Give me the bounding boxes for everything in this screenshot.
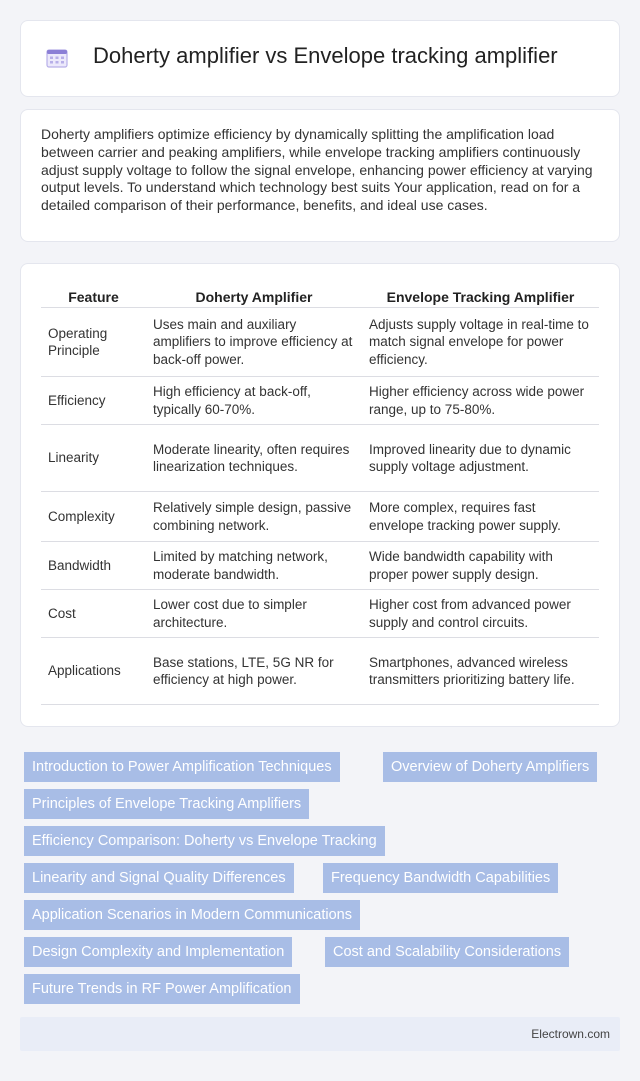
- table-body: [41, 308, 599, 705]
- topic-tag-link[interactable]: Frequency Bandwidth Capabilities: [323, 863, 558, 893]
- cell-envelope-tracking: Adjusts supply voltage in real-time to match signal envelope for power efficiency.: [362, 308, 599, 377]
- calendar-grid-icon: [46, 48, 68, 68]
- topic-tag-link[interactable]: Application Scenarios in Modern Communications: [24, 900, 360, 930]
- cell-envelope-tracking: Wide bandwidth capability with proper power supply design.: [362, 542, 599, 590]
- cell-doherty: High efficiency at back-off, typically 60-70%.: [146, 377, 362, 425]
- cell-feature: Operating Principle: [41, 308, 146, 377]
- comparison-card: [20, 263, 620, 727]
- comparison-table: [41, 286, 599, 705]
- cell-feature: Linearity: [41, 425, 146, 492]
- column-header-feature: Feature: [41, 286, 146, 308]
- topic-tag-link[interactable]: Efficiency Comparison: Doherty vs Envelope Tracking: [24, 826, 385, 856]
- cell-feature: Complexity: [41, 492, 146, 542]
- cell-doherty: Moderate linearity, often requires linearization techniques.: [146, 425, 362, 492]
- topic-tag-link[interactable]: Cost and Scalability Considerations: [325, 937, 569, 967]
- title-card: [20, 20, 620, 97]
- cell-envelope-tracking: Smartphones, advanced wireless transmitters prioritizing battery life.: [362, 638, 599, 705]
- topic-tag-link[interactable]: Design Complexity and Implementation: [24, 937, 292, 967]
- cell-feature: Applications: [41, 638, 146, 705]
- footer: [20, 1017, 620, 1051]
- table-row: [41, 590, 599, 638]
- cell-doherty: Uses main and auxiliary amplifiers to improve efficiency at back-off power.: [146, 308, 362, 377]
- table-row: [41, 638, 599, 705]
- cell-feature: Cost: [41, 590, 146, 638]
- table-row: [41, 308, 599, 377]
- footer-site-name: Electrown.com: [531, 1027, 610, 1041]
- cell-doherty: Limited by matching network, moderate bandwidth.: [146, 542, 362, 590]
- cell-doherty: Relatively simple design, passive combining network.: [146, 492, 362, 542]
- page-title: Doherty amplifier vs Envelope tracking amplifier: [93, 43, 558, 68]
- cell-doherty: Lower cost due to simpler architecture.: [146, 590, 362, 638]
- cell-envelope-tracking: Improved linearity due to dynamic supply voltage adjustment.: [362, 425, 599, 492]
- table-row: [41, 425, 599, 492]
- cell-envelope-tracking: More complex, requires fast envelope tracking power supply.: [362, 492, 599, 542]
- cell-feature: Bandwidth: [41, 542, 146, 590]
- cell-doherty: Base stations, LTE, 5G NR for efficiency at high power.: [146, 638, 362, 705]
- intro-card: [20, 109, 620, 242]
- table-row: [41, 542, 599, 590]
- cell-envelope-tracking: Higher efficiency across wide power range, up to 75-80%.: [362, 377, 599, 425]
- topic-tag-link[interactable]: Future Trends in RF Power Amplification: [24, 974, 300, 1004]
- cell-feature: Efficiency: [41, 377, 146, 425]
- column-header-envelope-tracking: Envelope Tracking Amplifier: [362, 286, 599, 308]
- cell-envelope-tracking: Higher cost from advanced power supply and control circuits.: [362, 590, 599, 638]
- topic-tag-link[interactable]: Introduction to Power Amplification Techniques: [24, 752, 340, 782]
- topic-tag-link[interactable]: Linearity and Signal Quality Differences: [24, 863, 294, 893]
- topic-tag-link[interactable]: Principles of Envelope Tracking Amplifiers: [24, 789, 309, 819]
- column-header-doherty: Doherty Amplifier: [146, 286, 362, 308]
- intro-paragraph: Doherty amplifiers optimize efficiency by dynamically splitting the amplification load between carrier and peaking amplifiers, while envelope tracking amplifiers continuously adjust supply voltage to follow the signal envelope, enhancing power efficiency at varying output levels. To understand which technology best suits Your application, read on for a detailed comparison of their performance, benefits, and ideal use cases.: [41, 126, 593, 214]
- topic-tag-link[interactable]: Overview of Doherty Amplifiers: [383, 752, 597, 782]
- table-row: [41, 492, 599, 542]
- table-row: [41, 377, 599, 425]
- table-header-row: [41, 286, 599, 308]
